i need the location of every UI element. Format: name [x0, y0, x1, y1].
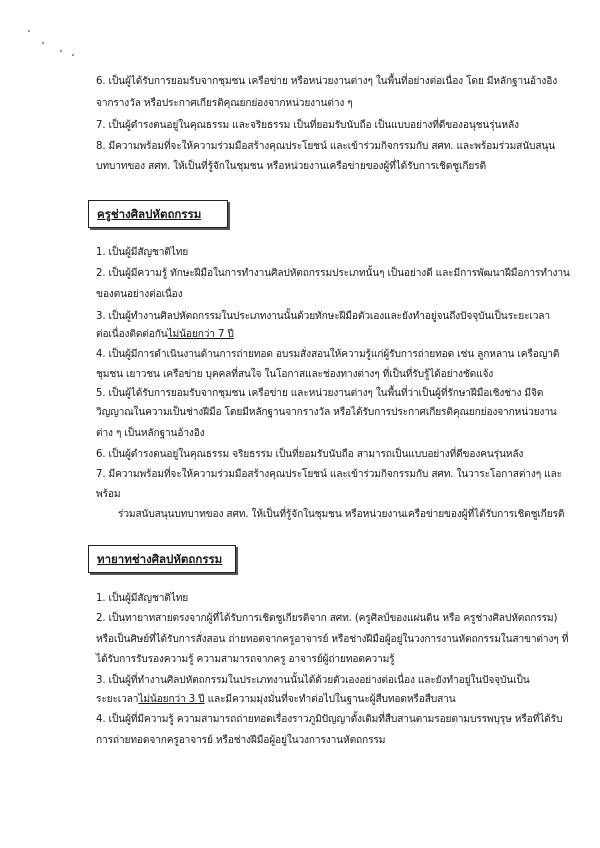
- kru-item-5c: ต่าง ๆ เป็นหลักฐานอ้างอิง: [96, 428, 205, 439]
- top-item-7: 7. เป็นผู้ดำรงตนอยู่ในคุณธรรม และจริยธรรม เป็นที่ยอมรับนับถือ เป็นแบบอย่างที่ดีของอนุชนรุ่นหลัง: [96, 120, 519, 131]
- heir-item-3b: [96, 693, 456, 706]
- heir-item-3b-pre: ระยะเวลา: [96, 694, 139, 705]
- kru-item-7b: พร้อม: [96, 489, 121, 500]
- kru-item-6: 6. เป็นผู้ดำรงตนอยู่ในคุณธรรม จริยธรรม เป็นที่ยอมรับนับถือ สามารถเป็นแบบอย่างที่ดีของคนรุ่นหลัง: [96, 449, 524, 460]
- kru-item-3b: [96, 328, 234, 341]
- kru-item-7a: 7. มีความพร้อมที่จะให้ความร่วมมือสร้างคุณประโยชน์ และเข้าร่วมกิจกรรมกับ สศท. ในวาระโอกาสต่างๆ และ: [96, 469, 562, 480]
- top-item-6a: 6. เป็นผู้ได้รับการยอมรับจากชุมชน เครือข่าย หรือหน่วยงานต่างๆ ในพื้นที่อย่างต่อเนื่อง โดย มีหลักฐานอ้างอิง: [96, 76, 558, 87]
- kru-item-4a: 4. เป็นผู้มีการดำเนินงานด้านการถ่ายทอด อบรมสั่งสอนให้ความรู้แก่ผู้รับการถ่ายทอด เช่น ลูกหลาน เครือญาติ: [96, 349, 560, 360]
- heir-item-1: 1. เป็นผู้มีสัญชาติไทย: [96, 593, 189, 604]
- heir-item-2c: ได้รับการรับรองความรู้ ความสามารถจากครู อาจารย์ผู้ถ่ายทอดความรู้: [96, 654, 395, 665]
- top-item-8a: 8. มีความพร้อมที่จะให้ความร่วมมือสร้างคุณประโยชน์ และเข้าร่วมกิจกรรมกับ สศท. และพร้อมร่วมสนับสนุน: [96, 141, 556, 152]
- scan-speckles: [28, 28, 88, 68]
- heir-item-4a: 4. เป็นผู้ที่มีความรู้ ความสามารถถ่ายทอดเรื่องราวภูมิปัญญาดั้งเดิมที่สืบสานตามรอยตามบรรพบุรุษ หรือที่ได้รับ: [96, 714, 563, 725]
- kru-item-2a: 2. เป็นผู้มีความรู้ ทักษะฝีมือในการทำงานศิลปหัตถกรรมประเภทนั้นๆ เป็นอย่างดี และมีการพัฒนาฝีมือการทำงาน: [96, 268, 570, 279]
- kru-item-4b: ชุมชน เยาวชน เครือข่าย บุคคลที่สนใจ ในโอกาสและช่องทางต่างๆ ที่เป็นที่รับรู้ได้อย่างชัดแจ้ง: [96, 369, 494, 380]
- kru-item-3a: 3. เป็นผู้ทำงานศิลปหัตถกรรมในประเภทงานนั้นด้วยทักษะฝีมือตัวเองและยังทำอยู่จนถึงปัจจุบันเป็นระยะเวลา: [96, 311, 550, 322]
- top-item-6b: จากรางวัล หรือประกาศเกียรติคุณยกย่องจากหน่วยงานต่าง ๆ: [96, 98, 353, 109]
- heir-item-4b: การถ่ายทอดจากครูอาจารย์ หรือช่างฝีมือผู้อยู่ในวงการงานหัตถกรรม: [96, 735, 386, 746]
- kru-item-7c: ร่วมสนับสนุนบทบาทของ สศท. ให้เป็นที่รู้จักในชุมชน หรือหน่วยงานเครือข่ายของผู้ที่ได้รับการเชิดชูเกียรติ: [118, 509, 565, 520]
- kru-min-years: ไม่น้อยกว่า 7 ปี: [167, 329, 234, 340]
- heir-item-2b: หรือเป็นศิษย์ที่ได้รับการสั่งสอน ถ่ายทอดจากครูอาจารย์ หรือช่างฝีมือผู้อยู่ในวงการงานหัตถกรรมในสาขาต่างๆ ที่: [96, 634, 569, 645]
- heir-min-years: ไม่น้อยกว่า 3 ปี: [138, 694, 205, 705]
- heir-item-3b-post: และมีความมุ่งมั่นที่จะทำต่อไปในฐานะผู้สืบทอดหรือสืบสาน: [204, 694, 456, 705]
- heir-item-2a: 2. เป็นทายาทสายตรงจากผู้ที่ได้รับการเชิดชูเกียรติจาก สศท. (ครูศิลป์ของแผ่นดิน หรือ ครูช่างศิลปหัตถกรรม): [96, 613, 558, 624]
- top-item-8b: บทบาทของ สศท. ให้เป็นที่รู้จักในชุมชน หรือหน่วยงานเครือข่ายของผู้ที่ได้รับการเชิดชูเกียรติ: [96, 161, 486, 172]
- kru-item-1: 1. เป็นผู้มีสัญชาติไทย: [96, 247, 189, 258]
- kru-item-5a: 5. เป็นผู้ได้รับการยอมรับจากชุมชน เครือข่าย และหน่วยงานต่างๆ ในพื้นที่ว่าเป็นผู้ที่รักษาฝีมือเชิงช่าง มีจิต: [96, 388, 544, 399]
- heir-section-heading: ทายาทช่างศิลปหัตถกรรม: [88, 545, 236, 573]
- kru-item-2b: ของตนอย่างต่อเนื่อง: [96, 289, 183, 300]
- heir-item-3a: 3. เป็นผู้ที่ทำงานศิลปหัตถกรรมในประเภทงานนั้นได้ด้วยตัวเองอย่างต่อเนื่อง และยังทำอยู่ในปัจจุบันเป็น: [96, 675, 530, 686]
- kru-section-heading: ครูช่างศิลปหัตถกรรม: [88, 200, 228, 228]
- kru-item-3b-text: ต่อเนื่องติดต่อกัน: [96, 329, 168, 340]
- kru-item-5b: วิญญาณในความเป็นช่างฝีมือ โดยมีหลักฐานจากรางวัล หรือได้รับการประกาศเกียรติคุณยกย่องจากหน่วยงาน: [96, 407, 557, 418]
